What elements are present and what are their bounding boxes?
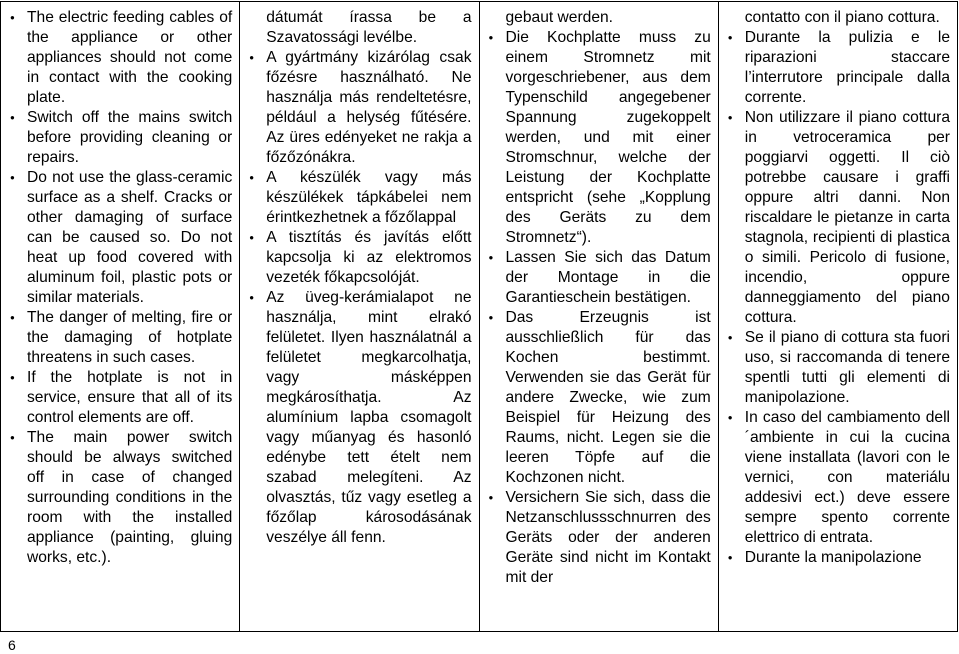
bullet-list-english [8, 8, 232, 568]
column-hungarian [240, 2, 479, 632]
list-item: ● Non utilizzare il piano cottura in vetroceramica per poggiarvi oggetti. Il ciò potrebbe causare i graffi oppure altri danni. Non riscaldare le pietanze in carta stagnola, recipienti di plastica o simili. Pericolo di fusione, incendio, oppure danneggiamento del piano cottura. [726, 108, 950, 328]
bullet-list-german [487, 8, 711, 588]
column-english [1, 2, 240, 632]
list-item: ● Se il piano di cottura sta fuori uso, si raccomanda di tenere spentli tutti gli elementi di manipolazione. [726, 328, 950, 408]
column-italian [718, 2, 957, 632]
column-german [479, 2, 718, 632]
list-item: ● A készülék vagy más készülékek tápkábelei nem érintkezhetnek a főzőlappal [247, 168, 471, 228]
list-item: ● Az üveg-kerámialapot ne használja, mint elrakó felületet. Ilyen használatnál a felületet megkarcolhatja, vagy másképpen megkárosíthatja. Az alumínium lapba csomagolt vagy műanyag és hasonló edénybe tett ételt nem szabad melegíteni. Az olvasztás, tűz vagy esetleg a főzőlap károsodásának veszélye áll fenn. [247, 288, 471, 548]
continued-text: dátumát írassa be a Szavatossági levélbe. [266, 9, 472, 46]
continued-text: contatto con il piano cottura. [744, 9, 940, 26]
list-item: ● The danger of melting, fire or the damaging of hotplate threatens in such cases. [8, 308, 232, 368]
bullet-list-hungarian [247, 8, 471, 548]
list-item: ● Das Erzeugnis ist ausschließlich für das Kochen bestimmt. Verwenden sie das Gerät für andere Zwecke, wie zum Beispiel für Heizung des Raums, nicht. Legen sie die leeren Töpfe auf die Kochzonen nicht. [487, 308, 711, 488]
continued-text: gebaut werden. [505, 9, 614, 26]
list-item: ● Die Kochplatte muss zu einem Stromnetz mit vorgeschriebener, aus dem Typenschild angegebener Spannung zugekoppelt werden, und mit einer Stromschnur, welche der Leistung der Kochplatte entspricht (sehe „Kopplung des Geräts zu dem Stromnetz“). [487, 28, 711, 248]
list-item: ● Versichern Sie sich, dass die Netzanschlussschnurren des Geräts oder der anderen Geräte sind nicht im Kontakt mit der [487, 488, 711, 588]
instruction-table [0, 1, 958, 632]
list-item: ● Lassen Sie sich das Datum der Montage in die Garantieschein bestätigen. [487, 248, 711, 308]
instruction-table-row [1, 2, 958, 632]
list-item: ● In caso del cambiamento dell´ambiente in cui la cucina viene installata (lavori con le vernici, con materiálu addesivi ect.) deve essere sempre spento corrente elettrico di entrata. [726, 408, 950, 548]
list-item: ● If the hotplate is not in service, ensure that all of its control elements are off. [8, 368, 232, 428]
list-item: ● The electric feeding cables of the appliance or other appliances should not come in contact with the cooking plate. [8, 8, 232, 108]
list-item: ● Durante la pulizia e le riparazioni staccare l’interrutore principale dalla corrente. [726, 28, 950, 108]
list-item: ● Switch off the mains switch before providing cleaning or repairs. [8, 108, 232, 168]
list-item: ● A tisztítás és javítás előtt kapcsolja ki az elektromos vezeték főkapcsolóját. [247, 228, 471, 288]
page-number: 6 [8, 637, 16, 653]
list-item: ● A gyártmány kizárólag csak főzésre használható. Ne használja más rendeltetésre, például a helység fűtésére. Az üres edényeket ne rakja a főzőzónákra. [247, 48, 471, 168]
list-item: ● Durante la manipolazione [726, 548, 950, 568]
list-item: ● Do not use the glass-ceramic surface as a shelf. Cracks or other damaging of surface can be caused so. Do not heat up food covered with aluminum foil, plastic pots or similar materials. [8, 168, 232, 308]
bullet-list-italian [726, 8, 950, 568]
list-item: ● The main power switch should be always switched off in case of changed surrounding conditions in the room with the installed appliance (painting, gluing works, etc.). [8, 428, 232, 568]
